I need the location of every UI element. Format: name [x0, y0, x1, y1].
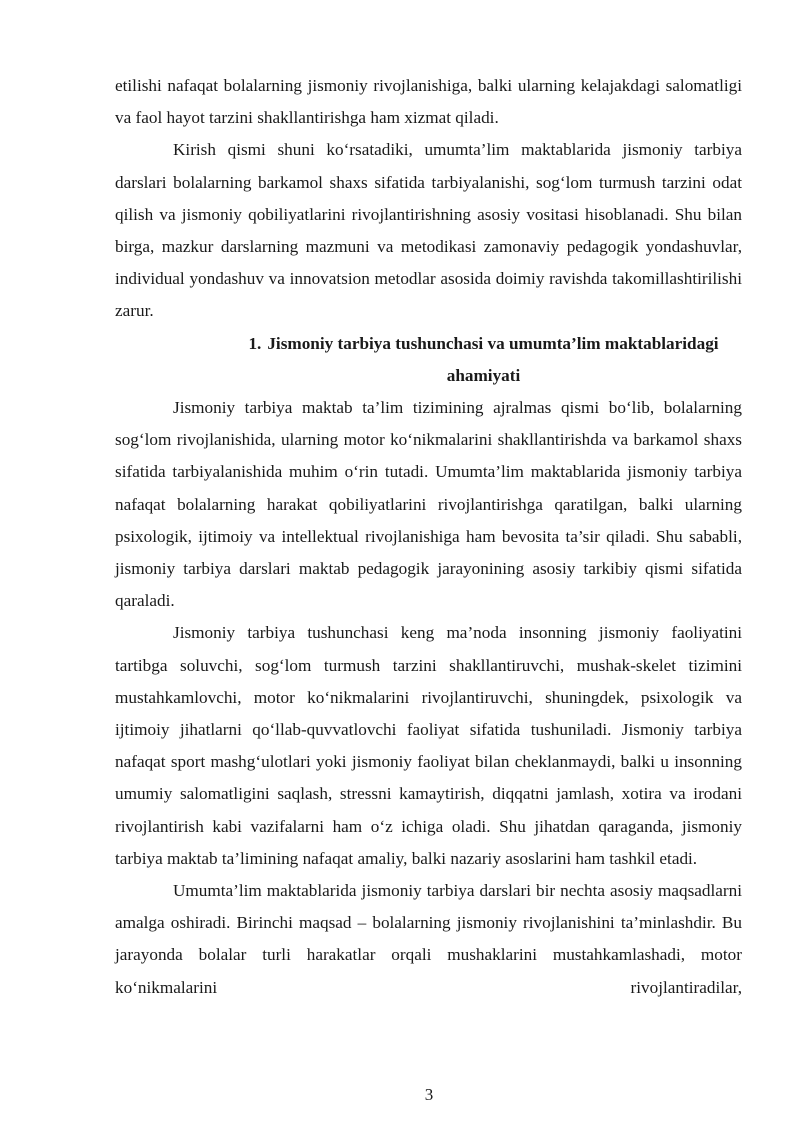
paragraph-continuation: etilishi nafaqat bolalarning jismoniy rivojlanishiga, balki ularning kelajakdagi salomatligi va faol hayot tarzini shakllantirishga ham xizmat qiladi.	[115, 76, 742, 128]
paragraph-section-3: Umumta’lim maktablarida jismoniy tarbiya darslari bir nechta asosiy maqsadlarni amalga oshiradi. Birinchi maqsad – bolalarning jismoniy rivojlanishini ta’minlashdir. Bu jarayonda bolalar turli harakatlar orqali mushaklarini mustahkamlashadi, motor ko‘nikmalarini rivojlantiradilar,	[115, 881, 742, 997]
section-heading-number: 1.	[248, 333, 262, 353]
section-heading-text: Jismoniy tarbiya tushunchasi va umumta’lim maktablaridagi ahamiyati	[267, 333, 719, 385]
document-page	[115, 70, 742, 1004]
section-heading	[115, 328, 742, 392]
paragraph-section-1: Jismoniy tarbiya maktab ta’lim tizimining ajralmas qismi bo‘lib, bolalarning sog‘lom rivojlanishida, ularning motor ko‘nikmalarini shakllantirishda va barkamol shaxs sifatida tarbiyalanishida muhim o‘rin tutadi. Umumta’lim maktablarida jismoniy tarbiya nafaqat bolalarning harakat qobiliyatlarini rivojlantirishga qaratilgan, balki ularning psixologik, ijtimoiy va intellektual rivojlanishiga ham bevosita ta’sir qiladi. Shu sababli, jismoniy tarbiya darslari maktab pedagogik jarayonining asosiy tarkibiy qismi sifatida qaraladi.	[115, 398, 742, 611]
page-number: 3	[424, 1085, 434, 1104]
paragraph-introduction-summary: Kirish qismi shuni ko‘rsatadiki, umumta’lim maktablarida jismoniy tarbiya darslari bolalarning barkamol shaxs sifatida tarbiyalanishi, sog‘lom turmush tarzini odat qilish va jismoniy qobiliyatlarini rivojlantirishning asosiy vositasi hisoblanadi. Shu bilan birga, mazkur darslarning mazmuni va metodikasi zamonaviy pedagogik yondashuvlar, individual yondashuv va innovatsion metodlar asosida doimiy ravishda takomillashtirilishi zarur.	[115, 140, 742, 321]
paragraph-section-2: Jismoniy tarbiya tushunchasi keng ma’noda insonning jismoniy faoliyatini tartibga soluvchi, sog‘lom turmush tarzini shakllantiruvchi, mushak-skelet tizimini mustahkamlovchi, motor ko‘nikmalarini rivojlantiruvchi, shuningdek, psixologik va ijtimoiy jihatlarni qo‘llab-quvvatlovchi faoliyat sifatida tushuniladi. Jismoniy tarbiya nafaqat sport mashg‘ulotlari yoki jismoniy faoliyat bilan cheklanmaydi, balki u insonning umumiy salomatligini saqlash, stressni kamaytirish, diqqatni jamlash, xotira va irodani rivojlantirish kabi vazifalarni ham o‘z ichiga oladi. Shu jihatdan qaraganda, jismoniy tarbiya maktab ta’limining nafaqat amaliy, balki nazariy asoslarini ham tashkil etadi.	[115, 623, 742, 868]
